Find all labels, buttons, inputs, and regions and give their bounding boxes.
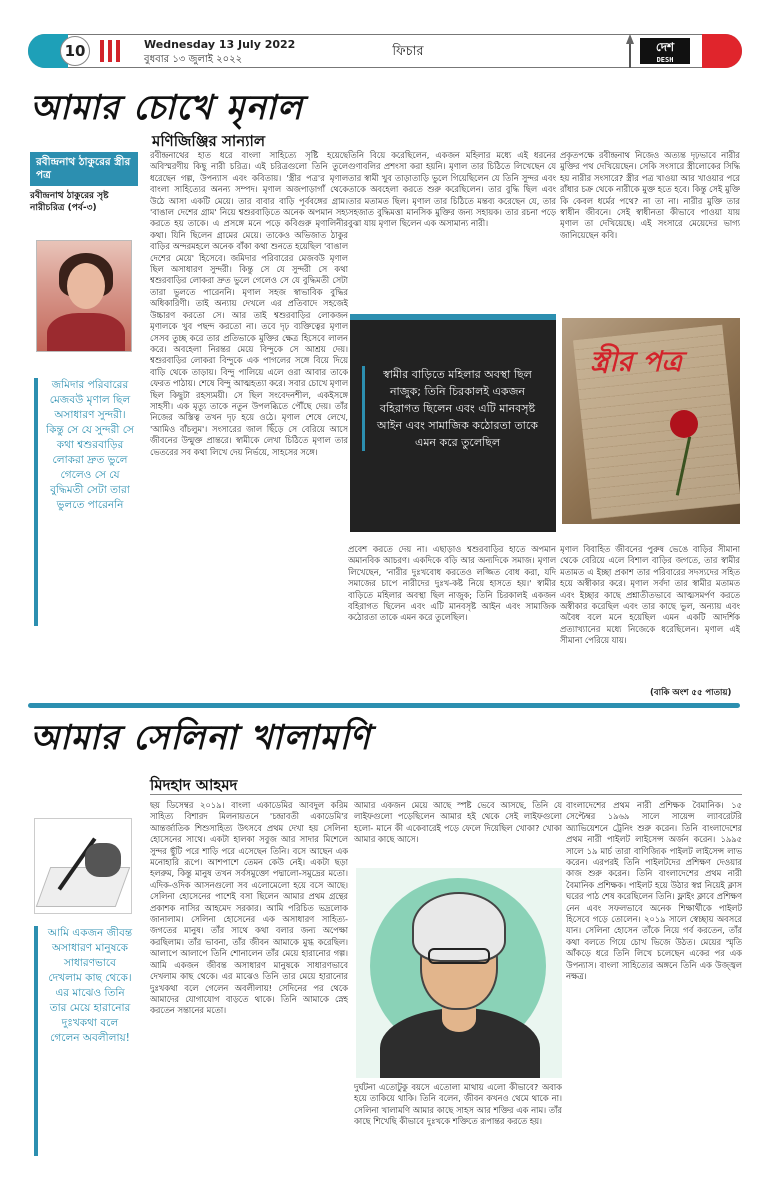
page-number: 10: [60, 36, 90, 66]
header-right-cap: [702, 34, 742, 68]
article2-column-2: আমার একজন মেয়ে আছে স্পষ্ট ভেবে আসছে, তিনি যে লাইফগুলো পড়েছিলেন আমার হই থেকে সেই লাইফগুলো হলো- মানে কী একেবারেই পড়ে ফেলে দিয়েছিল খোকা? খোকা আমার কাছে আসে।: [354, 800, 562, 845]
section-name: ফিচার: [392, 44, 424, 59]
header-date-bengali: বুধবার ১৩ জুলাই ২০২২: [144, 54, 243, 65]
series-tag: রবীন্দ্রনাথ ঠাকুরের স্ত্রীর পত্র: [30, 152, 138, 186]
article2-pull-quote: আমি একজন জীবন্ত অসাধারণ মানুষকে সাধারণভাবে দেখলাম কাছ থেকে। এর মাঝেও তিনি তার মেয়ে হারানোর দুঃখকথা বলে গেলেন অবলীলায়!: [34, 926, 134, 1156]
article2-column-3: দুর্ঘটনা এতোটুকু বয়সে এতোলা মাথায় এলো কীভাবে? অবাক হয়ে তাকিয়ে থাকি। তিনি বলেন, জীবন কখনও থেমে থাকে না। সেলিনা খালামণি আমার কাছে সাহস আর শক্তির এক নাম। তাঁর কাছে শিখেছি কীভাবে দুঃখকে শক্তিতে রূপান্তর করতে হয়।: [354, 1082, 562, 1127]
article2-column-1: ছয় ডিসেম্বর ২০১৯। বাংলা একাডেমির আবদুল করিম সাহিত্য বিশারদ মিলনায়তনে 'চন্দ্রাবতী একাডেমি'র আন্তর্জাতিক শিশুসাহিত্য উৎসবে প্রথম দেখা হয় সেলিনা হোসেনের সাথে। একটা হালকা সবুজ আর সাদার মিশেলে সুন্দর ছুঁটি পরে শাড়ি পরে এসেছেন তিনি। বসে আছেন এক মনোহারি রূপে। আশপাশে তেমন কেউ নেই। একটা ছড়া হলরুম, কিন্তু মানুষ তখন সর্বসমুক্তো পদ্মালো-সমুদ্রের মতো। এদিক-ওদিক আসনগুলো সব এলোমেলো হয়ে বসে আছে। সেলিনা হোসেনের পাশেই বসা ছিলেন আমার প্রথম গ্রন্থের প্রকাশক নাসির আহমেদ সরকার। আমি পরিচিত ভদ্রলোক জানালাম। সেলিনা হোসেনের এক অসাধারণ সাহিত্য-জগতের মানুষ। তাঁর সাথে কথা বলার জন্য অপেক্ষা করছিলাম। তাঁর ভাবনা, তাঁর জীবন আমাকে মুগ্ধ করেছিল। আলাপে আলাপে তিনি শোনালেন তাঁর মেয়ে হারানোর গল্প। আমি একজন জীবন্ত অসাধারণ মানুষকে সাধারণভাবে দেখলাম কাছ থেকে। এর মাঝেও তিনি তার মেয়ে হারানোর দুঃখকথা বলে গেলেন অবলীলায়! সেদিনের পর থেকে আমাদের যোগাযোগ বাড়তে থাকে। তিনি আমাকে স্নেহ করতেন সন্তানের মতো।: [150, 800, 348, 1016]
torch-icon: [624, 34, 636, 68]
article2-author: মিদহাদ আহমদ: [150, 776, 238, 794]
author-rule: [150, 794, 742, 795]
letter-rose-image: [562, 318, 740, 524]
article1-column-2: তিনি বিয়ে করেছিলেন, একজন মহিলার মধ্যে এই ধরনের গুণাবলির প্রশংসা করা হয়নি। মৃণাল তার চিঠিতে লিখেছেন যে তার স্বামী খুব তাড়াতাড়ি ভুলে গিয়েছিলেন যে তিনি সুন্দর এবং তাকে অবহেলা করতে শুরু করেছিলেন। তার বুদ্ধি ছিল এবং তার মতামত ছিল। মৃণাল তার চিঠিতে মন্তব্য করেছেন যে, তার সহজাত বুদ্ধিমত্তা মানসিক মুক্তির জন্য সহায়ক। তার রচনা পড়ে বুঝা যায় মৃণাল ছিলেন এক অসামান্য নারী।: [348, 150, 556, 229]
article2-column-4: বাংলাদেশের প্রথম নারী প্রশিক্ষক বৈমানিক। ১৫ সেপ্টেম্বর ১৯৬৯ সালে সায়েন্স ল্যাবরেটরি অ্যাভিয়েশনে ট্রেনিং শুরু করেন। তিনি বাংলাদেশের প্রথম নারী পাইলট লাইসেন্স অর্জন করেন। ১৯৯৫ সালে ১৯ মার্চ তারা বাণিজ্যিক পাইলট লাইসেন্স লাভ করেন। এরপরই তিনি পাইলটদের প্রশিক্ষণ দেওয়ার কাজ শুরু করেন। তিনি বাংলাদেশের প্রথম নারী বৈমানিক প্রশিক্ষক। পাইলট হয়ে উঠার স্বপ্ন নিয়েই ক্লাস ঘরের পাঠ শেষ করেছিলেন তিনি। ফ্লাইং ক্লাবে প্রশিক্ষণ নেন এবং সফলভাবে অনেক শিক্ষার্থীকে পাইলট হিসেবে গড়ে তোলেন। ২০১৯ সালে স্বেচ্ছায় অবসরে যান। সেলিনা হোসেন তাঁকে নিয়ে গর্ব করতেন, তাঁর কথা বলতে গিয়ে চোখ ভিজে উঠত। মেয়ের স্মৃতি আঁকড়ে ধরে তিনি লিখে চলেছেন একের পর এক উপন্যাস। বাংলা সাহিত্যের অঙ্গনে তিনি এক উজ্জ্বল নক্ষত্র।: [566, 800, 742, 982]
article2-title: আমার সেলিনা খালামণি: [30, 718, 371, 758]
desh-logo: দেশ DESH: [640, 38, 690, 64]
article1-title: আমার চোখে মৃনাল: [30, 88, 304, 128]
article1-callout: স্বামীর বাড়িতে মহিলার অবস্থা ছিল নাজুক; তিনি চিরকালই একজন বহিরাগত ছিলেন এবং এটি মানবসৃষ্ট আইন এবং সামাজিক কঠোরতা তাকে এমন করে তুলেছিল: [350, 314, 556, 532]
author-photo: [36, 240, 132, 352]
article1-author: মণিজিঞ্জির সান্যাল: [152, 132, 266, 150]
section-divider: [28, 703, 740, 708]
series-subtitle: রবীন্দ্রনাথ ঠাকুরের সৃষ্ট নারীচরিত্র (পর্ব-৩): [30, 191, 109, 213]
article1-series-box: [30, 152, 138, 220]
article1-column-3: প্রকৃতপক্ষে রবীন্দ্রনাথ নিজেও অত্যন্ত দৃঢ়ভাবে নারীর মুক্তির পথ দেখিয়েছেন। সেকি সংসারে স্ত্রীলোকের সিদ্ধি হয় নারীর সংসারে? স্ত্রীর পত্র খাওয়া আর খাওয়ার পরে রাঁধার চক্র থেকে নারীকে মুক্ত হতে হবে। কিন্তু সেই মুক্তি কি কেবল ধর্মের পথে? না তা না। নারীর মুক্তি তার স্বাধীন জীবনে। সেই স্বাধীনতা কীভাবে পাওয়া যায় মৃণাল তা দেখিয়েছে। এই সংসারে মেয়েদের ভাগ্য জানিয়েছেন কবি।: [560, 150, 740, 240]
flag-icon: [100, 40, 120, 62]
image-title: স্ত্রীর পত্র: [590, 345, 683, 378]
writing-hand-illustration: [34, 818, 132, 914]
article1-column-4: প্রবেশ করতে দেয় না। এছাড়াও শ্বশুরবাড়ির হাতে অপমান অমানবিক আচরণ। একদিকে বড়ি আর অন্যদিকে সমাজ। মৃণাল লিখেছেন, 'নারীর দুঃখবোধ করতেও লজ্জিত বোধ করা, যদি সমাজের চাপে নারীদের দুঃখ-কষ্ট নিয়ে হাসতে হয়।' স্বামীর বাড়িতে মহিলার অবস্থা ছিল নাজুক; তিনি চিরকালই একজন বহিরাগত ছিলেন এবং এটি মানবসৃষ্ট আইন এবং সামাজিক কঠোরতা তাকে এমন করে তুলেছিল।: [348, 544, 556, 623]
article1-pull-quote: জমিদার পরিবারের মেজবউ মৃণাল ছিল অসাধারণ সুন্দরী। কিন্তু সে যে সুন্দরী সে কথা শ্বশুরবাড়ির লোকরা দ্রুত ভুলে গেলেও সে যে বুদ্ধিমতী সেটা তারা ভুলতে পারেননি: [34, 378, 134, 626]
page-header: [28, 34, 742, 68]
selina-portrait: [356, 868, 562, 1078]
article1-column-1: রবীন্দ্রনাথের হাত ধরে বাংলা সাহিত্যে সৃষ্টি হয়েছে অবিস্মরণীয় কিছু নারী চরিত্র। এই চরিত্রগুলো তিনি তুলে ধরেছেন গল্প, উপন্যাস এবং কবিতায়। 'স্ত্রীর পত্র'র মৃণাল বাংলা সাহিত্যের অনন্য সম্পদ। মৃণাল অজপাড়াগাঁ থেকে উঠে আসা একটি মেয়ে। তার বাবার বাড়ি পূর্ববঙ্গের গ্রাম। 'বাঙাল দেশের গ্রাম' নিয়ে শ্বশুরবাড়িতে অনেক অপমান সহ্য করতে হয় তাকে। এ প্রসঙ্গে মনে পড়ে কবিগুরু মৃণালিনীর কথা। যিনি ছিলেন গ্রামের মেয়ে। তাকেও অভিজাত ঠাকুর বাড়ির অন্দরমহলে অনেক বাঁকা কথা শুনতে হয়েছিল 'বাঙাল দেশের মেয়ে' হিসেবে। জমিদার পরিবারের মেজবউ মৃণাল ছিল অসাধারণ সুন্দরী। কিন্তু সে যে সুন্দরী সে কথা শ্বশুরবাড়ির লোকরা দ্রুত ভুলে গেলেও সে যে বুদ্ধিমতী সেটা তারা ভুলতে পারেননি। মৃণাল সহজ স্বাভাবিক বুদ্ধির অধিকারিণী। তাই অন্যায় দেখলে এর প্রতিবাদে সহজেই উচ্চারণ করতো সে। আর তাই শ্বশুরবাড়ির লোকজন মৃণালকে খুব পছন্দ করতো না। তবে দৃঢ় ব্যক্তিত্বের মৃণাল সেসব তুচ্ছ করে তার প্রতিভাকে মুক্তির ক্ষেত্র হিসেবে লালন করে। অবহেলা নিরন্তর মেয়ে বিন্দুকে সে আশ্রয় দেয়। শ্বশুরবাড়ির লোকরা বিন্দুকে এক পাগলের সঙ্গে বিয়ে দিয়ে বাড়ি থেকে তাড়ায়। বিন্দু পালিয়ে এলে ওরা আবার তাকে ফেরত পাঠায়। শেষে বিন্দু আত্মহত্যা করে। সবার চোখে মৃণাল ছিল কিছুটা রহস্যময়ী। সে ছিল সংবেদনশীল, একইসঙ্গে সাহসী। এক মৃত্যু তাকে নতুন উপলব্ধিতে পৌঁছে দেয়। তাঁর নিজের অস্তিত্ব তখন দৃঢ় হয়ে ওঠে। মৃণাল শেষে লেখে, 'আমিও বাঁচলুম'। সংসারের জাল ছিঁড়ে সে বেরিয়ে আসে জীবনের উন্মুক্ত প্রান্তরে। স্বামীকে লেখা চিঠিতে মৃণাল তার ভেতরের সব কথা লিখে দেয় নির্ভয়ে, সাহসের সঙ্গে।: [150, 150, 348, 457]
rose-icon: [670, 410, 698, 438]
header-date: Wednesday 13 July 2022: [144, 38, 296, 51]
continued-note: (বাকি অংশ ৫৫ পাতায়): [650, 688, 732, 698]
glasses-icon: [428, 948, 490, 964]
article1-column-5: মৃণাল বিবাহিত জীবনের পুরুষ ভেঙে বাড়ির সীমানা থেকে বেরিয়ে এলে বিশাল বাড়ির জগতে, তার স্বামীর মতামত এ ইচ্ছা প্রকাশ তার পরিবারের সদস্যদের সহিত হয়ে অস্বীকার করে। মৃণাল সর্বদা তার স্বামীর মতামত এবং ইচ্ছার কাছে প্রশ্নাতীতভাবে আত্মসমর্পণ করতে অস্বীকার করেছিল এবং তার কাছে ভুল, অন্যায় এবং অবৈধ বলে মনে হয়েছিল এমন একটি আদর্শিক প্রত্যাখ্যানের মধ্যে নিজেকে ধরেছিলেন। মৃণাল এই সীমানা পেরিয়ে যায়।: [560, 544, 740, 646]
